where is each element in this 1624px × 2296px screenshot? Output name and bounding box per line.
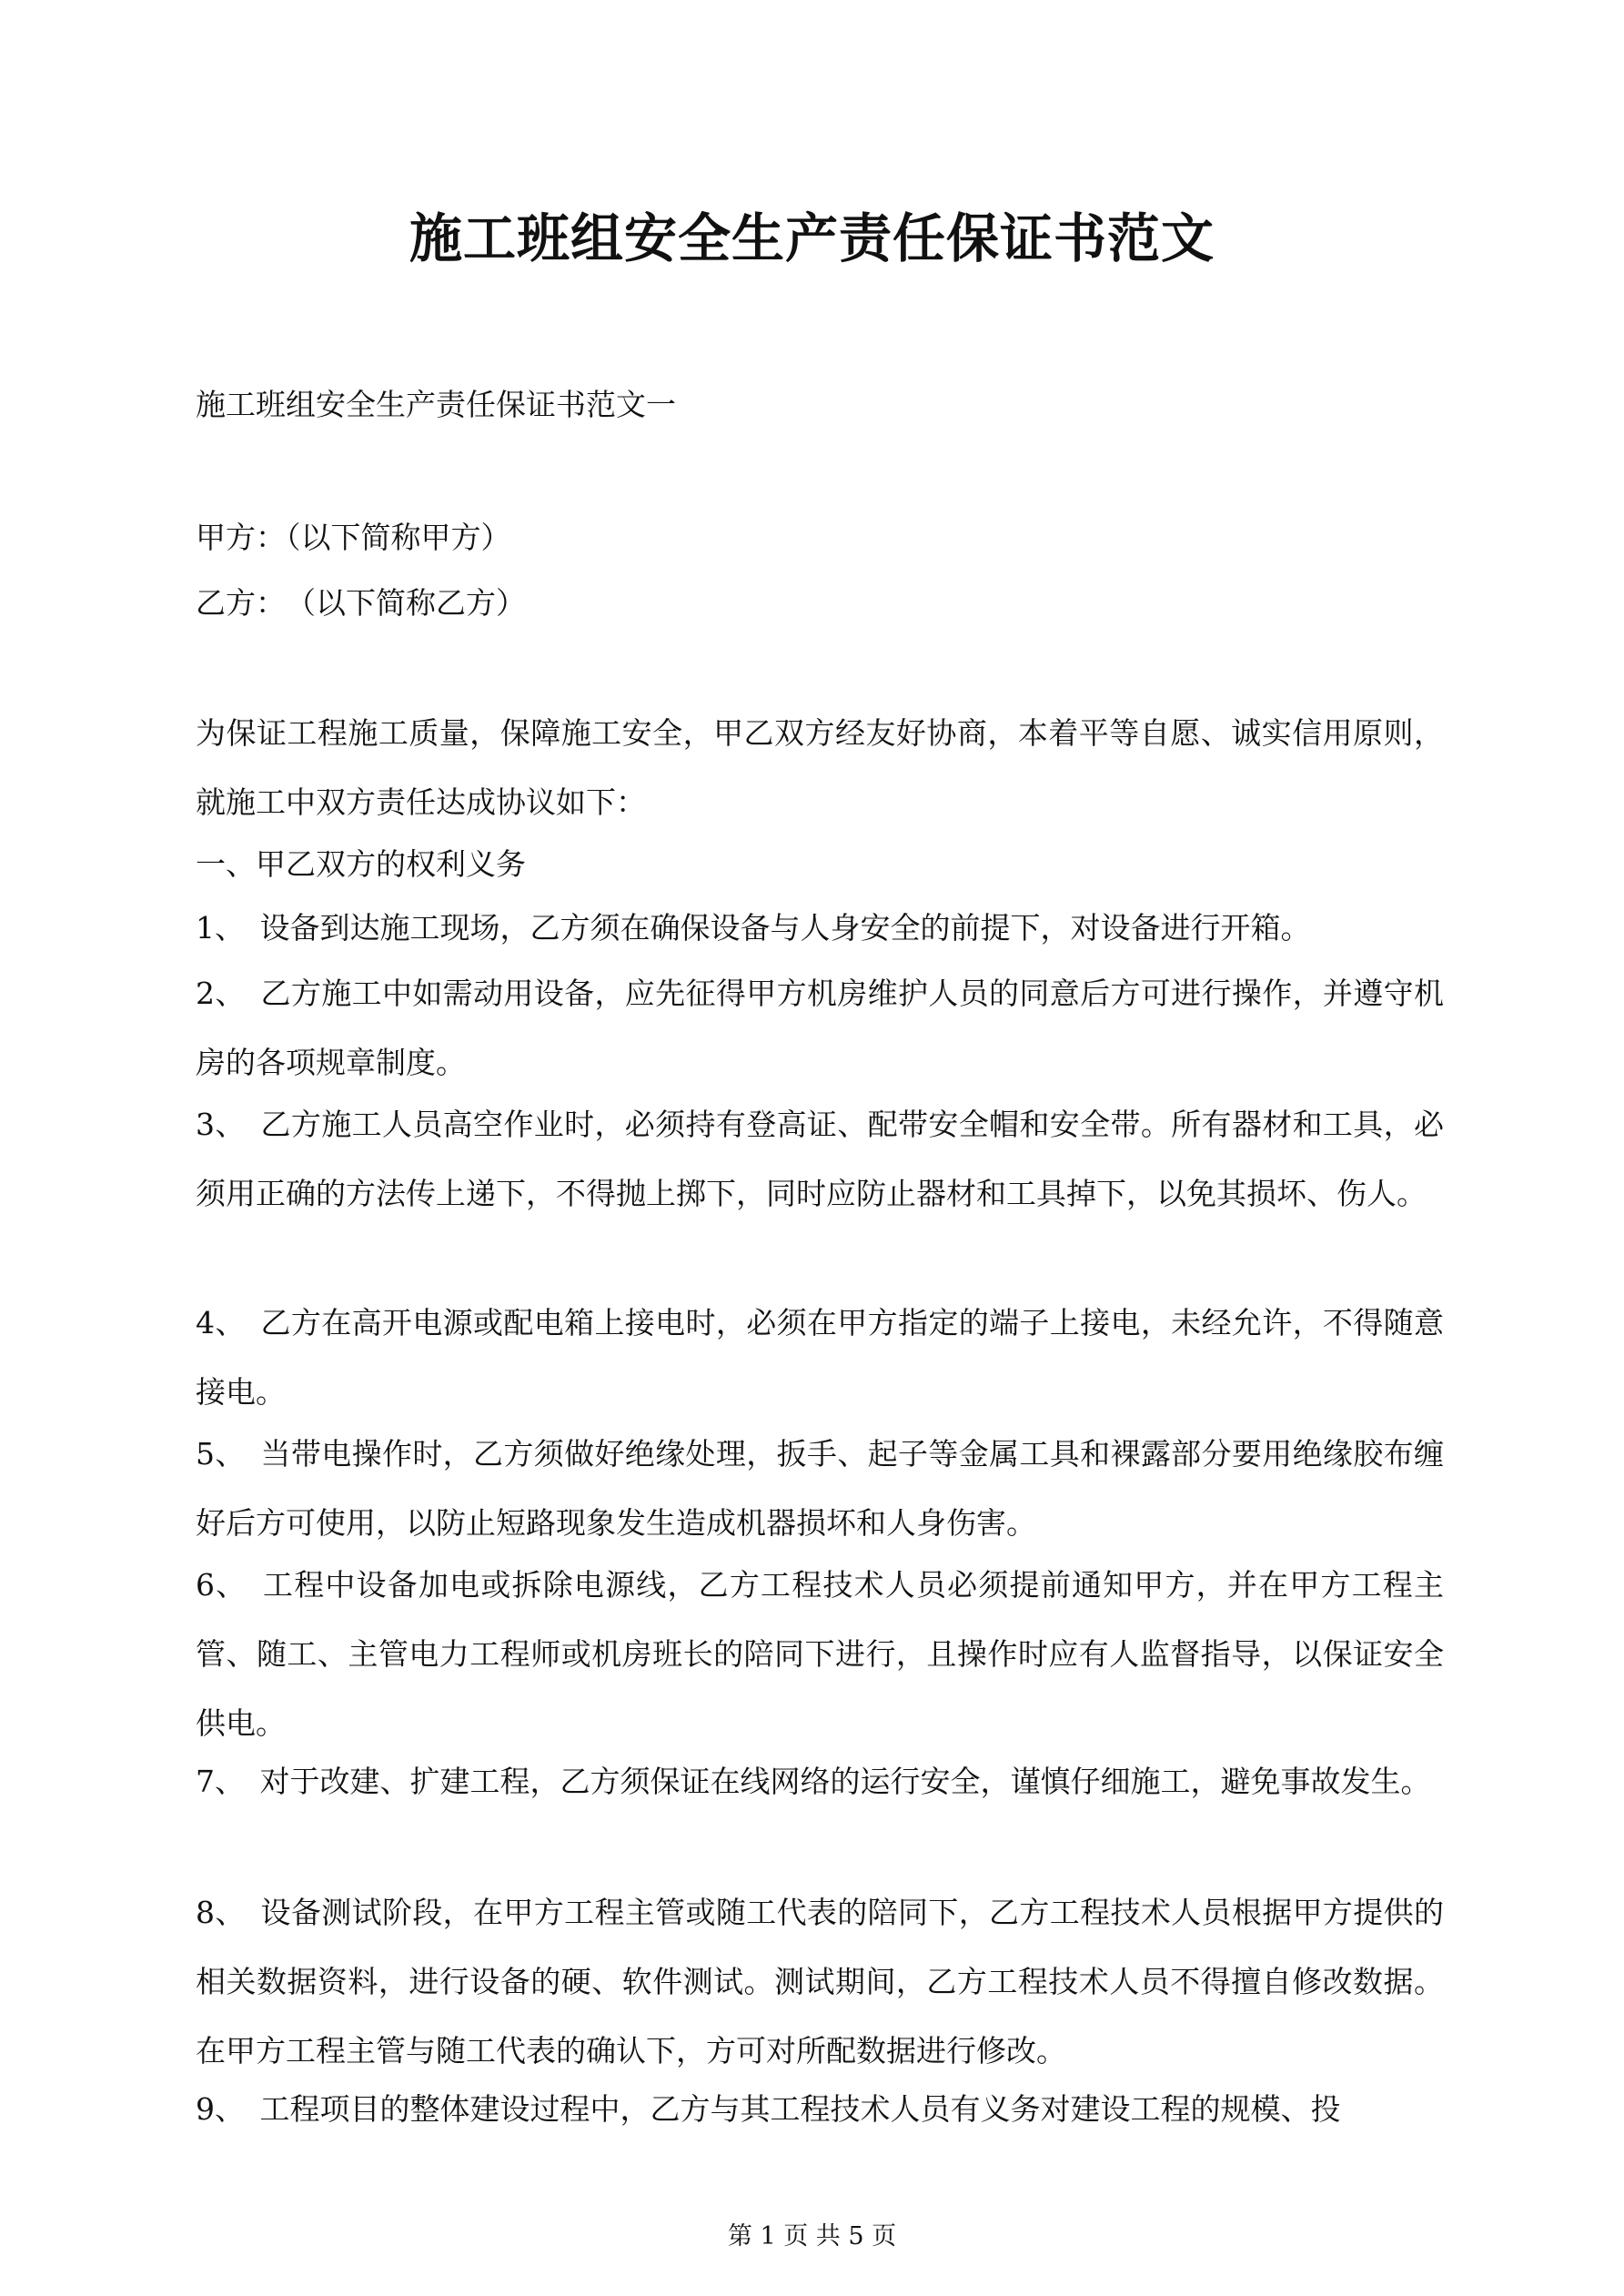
list-item: 1、 设备到达施工现场，乙方须在确保设备与人身安全的前提下，对设备进行开箱。 [196,910,1311,946]
list-item: 3、 乙方施工人员高空作业时，必须持有登高证、配带安全帽和安全带。所有器材和工具，必须用正确的方法传上递下，不得抛上掷下，同时应防止器材和工具掉下，以免其损坏、伤人。 [196,1107,1444,1211]
list-item: 7、 对于改建、扩建工程，乙方须保证在线网络的运行安全，谨慎仔细施工，避免事故发生。 [196,1764,1431,1799]
list-item: 4、 乙方在高开电源或配电箱上接电时，必须在甲方指定的端子上接电，未经允许，不得随意接电。 [196,1305,1444,1410]
party-a-line: 甲方：（以下简称甲方） [196,520,511,555]
list-item: 6、 工程中设备加电或拆除电源线，乙方工程技术人员必须提前通知甲方，并在甲方工程主管、随工、主管电力工程师或机房班长的陪同下进行，且操作时应有人监督指导，以保证安全供电。 [196,1567,1444,1741]
party-b-line: 乙方： （以下简称乙方） [196,585,526,621]
list-item: 9、 工程项目的整体建设过程中，乙方与其工程技术人员有义务对建设工程的规模、投 [196,2091,1341,2127]
page-footer: 第 1 页 共 5 页 [727,2222,897,2250]
document-subtitle: 施工班组安全生产责任保证书范文一 [196,387,676,422]
list-item: 5、 当带电操作时，乙方须做好绝缘处理，扳手、起子等金属工具和裸露部分要用绝缘胶布缠好后方可使用，以防止短路现象发生造成机器损坏和人身伤害。 [196,1436,1444,1541]
section-heading: 一、甲乙双方的权利义务 [196,846,526,882]
list-item: 8、 设备测试阶段，在甲方工程主管或随工代表的陪同下，乙方工程技术人员根据甲方提供的相关数据资料，进行设备的硬、软件测试。测试期间，乙方工程技术人员不得擅自修改数据。在甲方工程主管与随工代表的确认下，方可对所配数据进行修改。 [196,1895,1444,2068]
document-title: 施工班组安全生产责任保证书范文 [409,207,1215,269]
list-item: 2、 乙方施工中如需动用设备，应先征得甲方机房维护人员的同意后方可进行操作，并遵守机房的各项规章制度。 [196,976,1444,1080]
intro-paragraph: 为保证工程施工质量，保障施工安全，甲乙双方经友好协商，本着平等自愿、诚实信用原则，就施工中双方责任达成协议如下： [196,715,1444,820]
